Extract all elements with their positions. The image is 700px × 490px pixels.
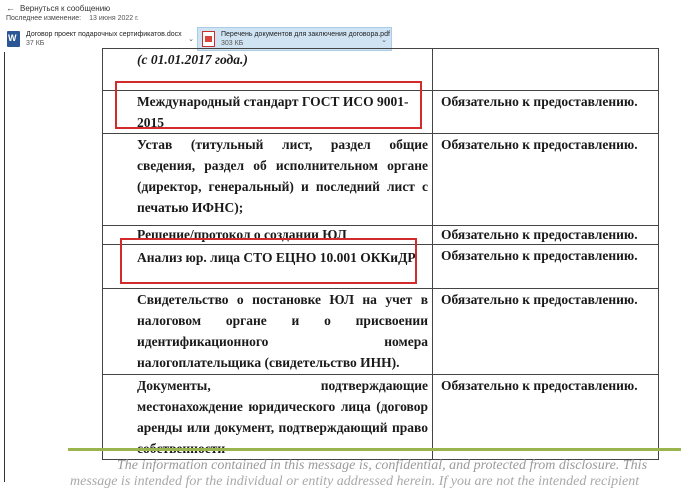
cell-text: Обязательно к предоставлению.	[441, 248, 638, 263]
word-icon	[7, 31, 20, 47]
table-cell	[433, 91, 659, 134]
cell-text: Обязательно к предоставлению.	[441, 292, 638, 307]
pdf-icon	[202, 31, 215, 47]
page-edge-line	[4, 52, 5, 482]
table-cell	[433, 245, 659, 289]
top-bar	[0, 0, 700, 26]
cell-text: Обязательно к предоставлению.	[441, 227, 638, 242]
cell-text: Обязательно к предоставлению.	[441, 378, 638, 393]
chevron-down-icon[interactable]: ⌄	[188, 36, 194, 43]
last-modified	[6, 15, 139, 22]
footer-divider	[68, 448, 681, 451]
table-cell	[433, 375, 659, 460]
cell-text: Обязательно к предоставлению.	[441, 94, 638, 109]
back-arrow-icon: ←	[6, 3, 15, 13]
cell-text: Международный стандарт ГОСТ ИСО 9001-2015	[137, 94, 409, 130]
attachment-size: 37 КБ	[26, 40, 45, 47]
table-cell	[433, 134, 659, 226]
table-cell	[103, 375, 433, 460]
table-row	[103, 134, 659, 226]
table-cell	[103, 134, 433, 226]
modified-label: Последнее изменение:	[6, 15, 82, 22]
attachment-size: 303 КБ	[221, 40, 244, 47]
table-cell	[433, 49, 659, 91]
back-to-message-link[interactable]	[6, 3, 110, 13]
cell-text: (с 01.01.2017 года.)	[137, 52, 248, 67]
disclaimer-line-2: message is intended for the individual or entity addressed herein. If you are not the intended recipient	[70, 474, 640, 489]
cell-text: Анализ юр. лица СТО ЕЦНО 10.001 ОККиДР	[137, 250, 416, 265]
back-label: Вернуться к сообщению	[20, 3, 111, 13]
cell-text: Решение/протокол о создании ЮЛ	[137, 227, 347, 242]
cell-text: Устав (титульный лист, раздел общие сведения, раздел об исполнительном органе (директор, генеральный) и последний лист с печатью ИФНС);	[137, 137, 428, 215]
table-cell	[433, 226, 659, 245]
cell-text: Обязательно к предоставлению.	[441, 137, 638, 152]
chevron-down-icon[interactable]: ⌄	[381, 37, 387, 44]
attachment-name: Договор проект подарочных сертификатов.docx	[26, 31, 182, 38]
attachment-name: Перечень документов для заключения договора.pdf	[221, 31, 390, 38]
table-row	[103, 375, 659, 460]
highlight-box-analysis	[120, 238, 417, 284]
modified-date: 13 июня 2022 г.	[89, 15, 139, 22]
disclaimer-line-1: The information contained in this message is, confidential, and protected from disclosure. This	[117, 458, 648, 473]
cell-text: Свидетельство о постановке ЮЛ на учет в налоговом органе и о присвоении идентификационного номера налогоплательщика (свидетельство ИНН).	[137, 292, 428, 370]
table-cell	[433, 289, 659, 375]
table-row	[103, 289, 659, 375]
table-cell	[103, 289, 433, 375]
cell-text: Документы, подтверждающие местонахождение юридического лица (договор аренды или документ, подтверждающий право	[137, 378, 428, 435]
highlight-box-gost	[115, 81, 422, 129]
